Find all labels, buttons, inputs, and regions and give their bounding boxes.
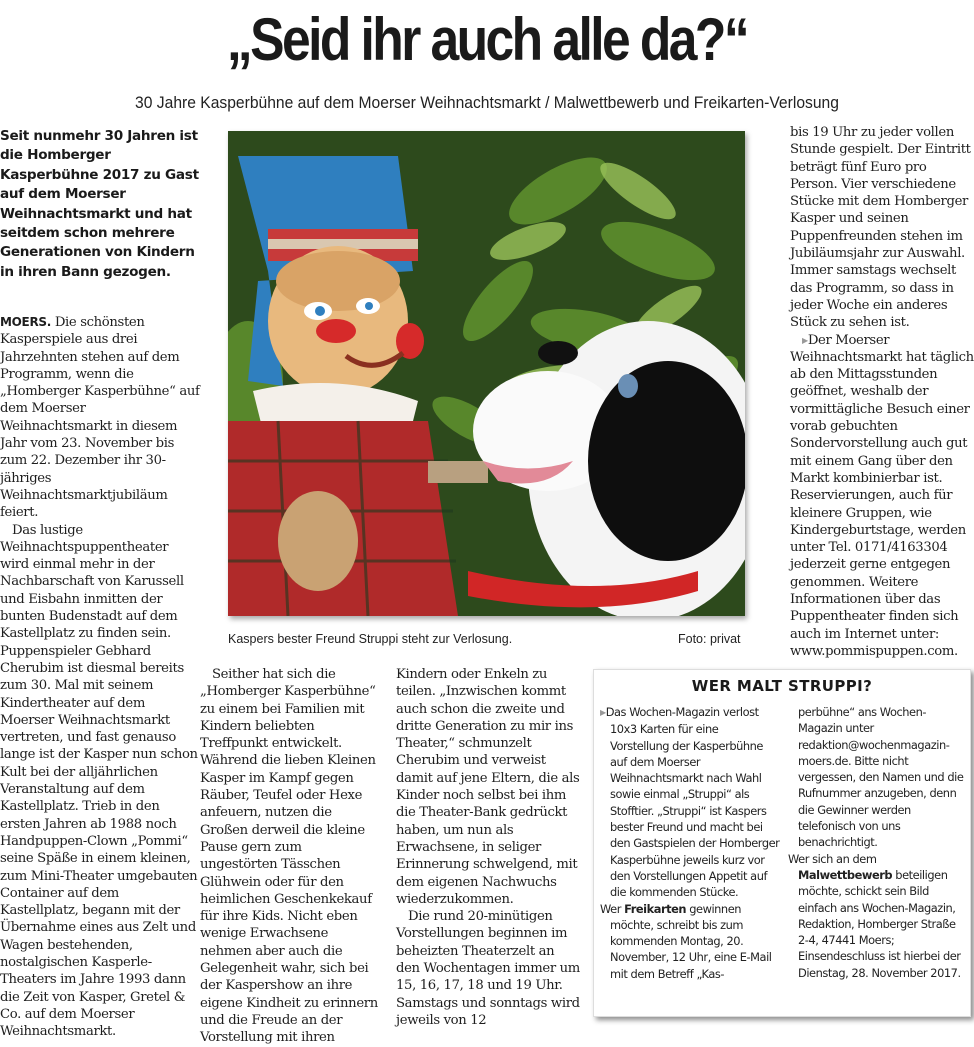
paragraph: bis 19 Uhr zu jeder vollen Stunde gespielt. Der Eintritt beträgt fünf Euro pro Person. Vier verschiedene Stücke mit dem Homberger Kasper und seinen Puppenfreunden stehen im Jubiläumsjahr zur Auswahl. Immer samstags wechselt das Programm, so dass in jeder Woche ein anderes Stück zu sehen ist.: [790, 125, 971, 331]
triangle-bullet-icon: ▶: [600, 708, 606, 717]
paragraph: Kindern oder Enkeln zu teilen. „Inzwischen kommt auch schon die zweite und dritte Generation zu mir ins Theater,“ schmunzelt Cherubim und verweist damit auf jene Eltern, die als Kinder noch selbst bei ihm die Theater-Bank gedrückt haben, um nun als Erwachsene, in seliger Erinnerung schwelgend, mit dem eigenen Nachwuchs wiederzukommen.: [396, 667, 580, 907]
paragraph: Wer Freikarten gewinnen möchte, schreibt bis zum kommenden Montag, 20. November, 12 Uhr, eine E-Mail mit dem Betreff „Kas-: [600, 901, 772, 981]
dateline: MOERS.: [0, 315, 51, 329]
photo-caption: Kaspers bester Freund Struppi steht zur Verlosung.: [228, 632, 513, 646]
paragraph: ▶Das Wochen-Magazin verlost 10x3 Karten für eine Vorstellung der Kasperbühne auf dem Moerser Weihnachtsmarkt nach Wahl sowie einmal „Struppi“ als Stofftier. „Struppi“ ist Kaspers bester Freund und macht bei den Gastspielen der Homberger Kasperbühne jeweils kurz vor den Vorstellungen Appetit auf die kommenden Stücke.: [600, 705, 780, 900]
paragraph: MOERS. Die schönsten Kasperspiele aus drei Jahrzehnten stehen auf dem Programm, wenn die „Homberger Kasperbühne“ auf dem Moerser Weihnachtsmarkt in diesem Jahr vom 23. November bis zum 22. Dezember ihr 30-jähriges Weihnachtsmarktjubiläum feiert.: [0, 315, 200, 521]
paragraph: Das lustige Weihnachtspuppentheater wird einmal mehr in der Nachbarschaft von Karussell und Eisbahn inmitten der bunten Budenstadt auf dem Kastellplatz zu finden sein. Puppenspieler Gebhard Cherubim ist diesmal bereits zum 30. Mal mit seinem Kindertheater auf dem Moerser Weihnachtsmarkt vertreten, und fast genauso lange ist der Kasper nun schon Kult bei der alljährlichen Veranstaltung auf dem Kastellplatz. Trieb in den ersten Jahren ab 1988 noch Handpuppen-Clown „Pommi“ seine Späße in einem kleinen, zum Mini-Theater umgebauten Container auf dem Kastellplatz, begann mit der Übernahme eines aus Zelt und Wagen bestehenden, nostalgischen Kasperle-Theaters im Jahre 1993 dann die Zeit von Kasper, Gretel & Co. auf dem Moerser Weihnachtsmarkt.: [0, 522, 198, 1040]
box-column-left: [600, 704, 780, 982]
article-photo: [228, 131, 745, 616]
paragraph: Die rund 20-minütigen Vorstellungen beginnen im beheizten Theaterzelt an den Wochentagen immer um 15, 16, 17, 18 und 19 Uhr. Samstags und sonntags wird jeweils von 12: [396, 909, 580, 1028]
column-3: [396, 666, 580, 1029]
kasper-and-struppi-photo: [228, 131, 745, 616]
column-1: [0, 314, 200, 1040]
column-2: [200, 666, 380, 1047]
paragraph: Seither hat sich die „Homberger Kasperbühne“ zu einem bei Familien mit Kindern beliebten Treffpunkt entwickelt. Während die lieben Kleinen Kasper im Kampf gegen Räuber, Teufel oder Hexe anfeuern, nutzen die Großen derweil die kleine Pause gern zum ungestörten Tässchen Glühwein oder für den heimlichen Geschenkekauf für ihre Kids. Nicht eben wenige Erwachsene nehmen aber auch die Gelegenheit wahr, sich bei der Kaspershow an ihre eigene Kindheit zu erinnern und die Freude an der Vorstellung mit ihren: [200, 667, 378, 1046]
subheadline: 30 Jahre Kasperbühne auf dem Moerser Weihnachtsmarkt / Malwettbewerb und Freikarten-Verlosung: [135, 93, 839, 112]
box-title: WER MALT STRUPPI?: [691, 677, 873, 695]
headline: „Seid ihr auch alle da?“: [226, 6, 748, 73]
box-column-right: [788, 704, 966, 981]
paragraph: Wer sich an dem Malwettbewerb beteiligen möchte, schickt sein Bild einfach ans Wochen-Magazin, Redaktion, Homberger Straße 2-4, 47441 Moers; Einsendeschluss ist hierbei der Dienstag, 28. November 2017.: [788, 851, 961, 980]
lead-paragraph: Seit nunmehr 30 Jahren ist die Homberger Kasperbühne 2017 zu Gast auf dem Moerser Weihnachtsmarkt und hat seitdem schon mehrere Generationen von Kindern in ihren Bann gezogen.: [0, 128, 199, 280]
paragraph: ▶Der Moerser Weihnachtsmarkt hat täglich ab den Mittagsstunden geöffnet, weshalb der vormittägliche Besuch einer vorab gebuchten Sondervorstellung auch gut mit einem Gang über den Markt kombinierbar ist. Reservierungen, auch für kleinere Gruppen, wie Kindergeburtstage, werden unter Tel. 0171/4163304 jederzeit gerne entgegen genommen. Weitere Informationen über das Puppentheater finden sich auch im Internet unter: www.pommispuppen.com.: [790, 332, 974, 659]
column-4: [790, 124, 974, 660]
paragraph: perbühne“ ans Wochen-Magazin unter redaktion@wochenmagazin-moers.de. Bitte nicht vergessen, den Namen und die Rufnummer anzugeben, denn die Gewinner werden telefonisch von uns benachrichtigt.: [798, 705, 964, 850]
contest-info-box: [593, 669, 971, 1017]
photo-credit: Foto: privat: [678, 632, 741, 646]
triangle-bullet-icon: ▶: [802, 335, 808, 345]
